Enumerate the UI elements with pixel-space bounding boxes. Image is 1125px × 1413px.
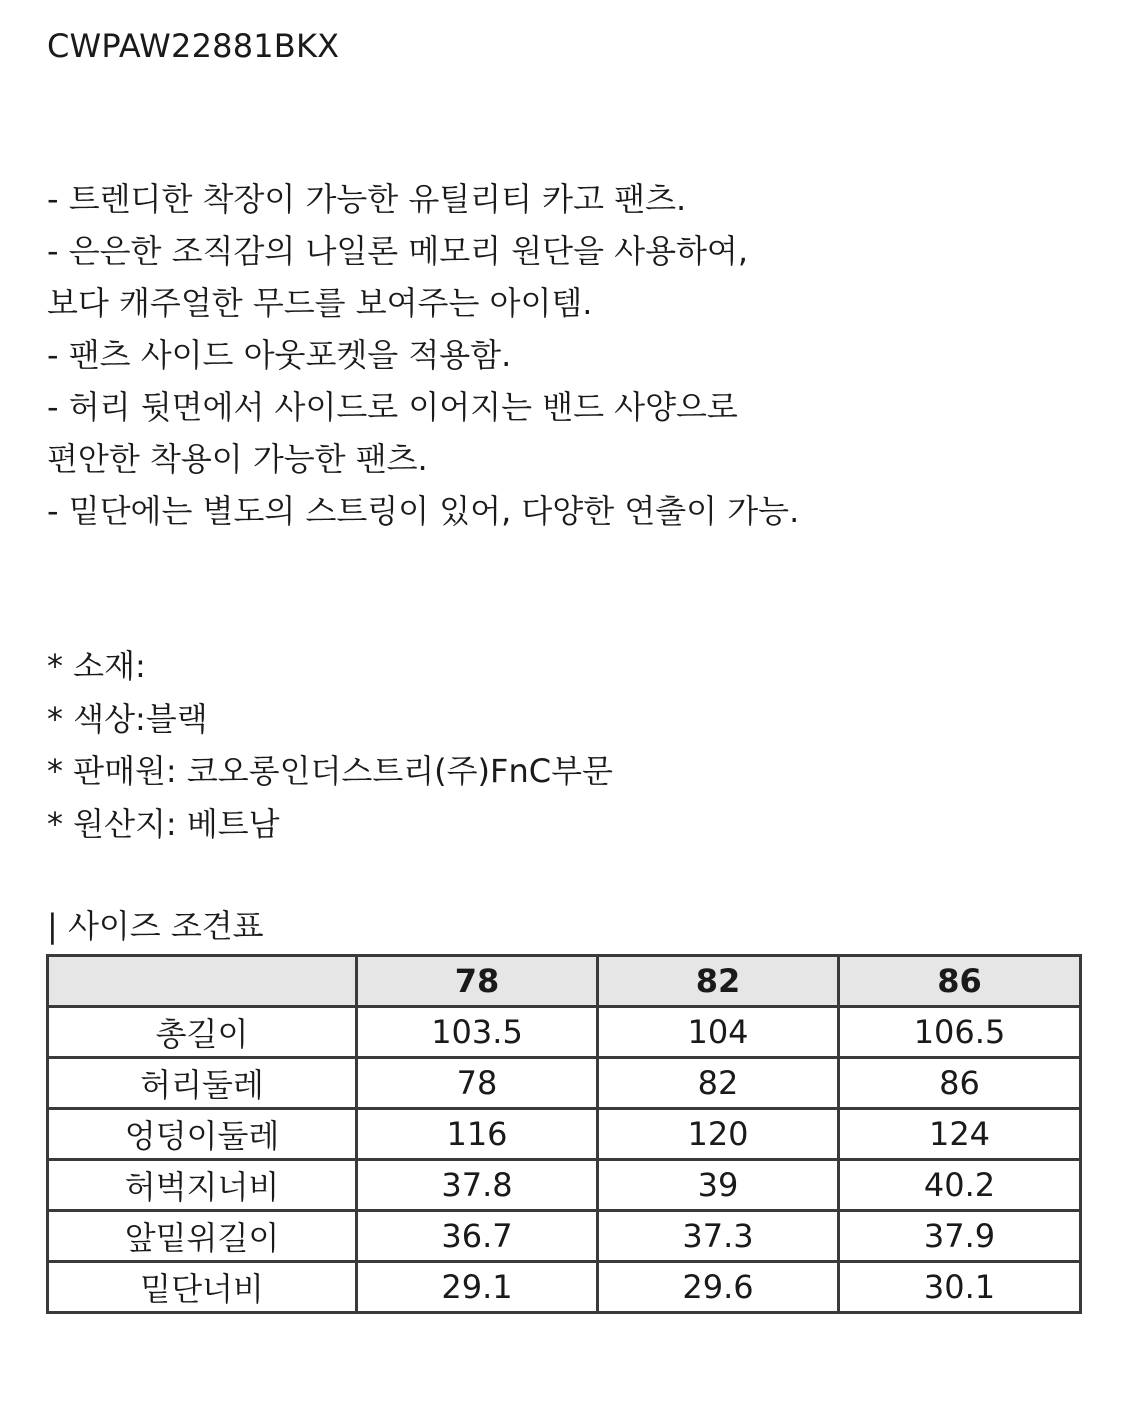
header-cell-size: 78 [357, 956, 598, 1007]
row-label: 앞밑위길이 [48, 1211, 357, 1262]
table-row [48, 1160, 1081, 1211]
description-line: - 은은한 조직감의 나일론 메모리 원단을 사용하여, [47, 232, 748, 270]
table-cell: 86 [839, 1058, 1081, 1109]
row-label: 엉덩이둘레 [48, 1109, 357, 1160]
size-table-title: | 사이즈 조견표 [47, 907, 264, 945]
size-header-row [48, 956, 1081, 1007]
header-cell-size: 86 [839, 956, 1081, 1007]
table-cell: 37.8 [357, 1160, 598, 1211]
size-table [46, 954, 1082, 1314]
table-row [48, 1058, 1081, 1109]
row-label: 허벅지너비 [48, 1160, 357, 1211]
table-cell: 78 [357, 1058, 598, 1109]
header-cell-size: 82 [598, 956, 839, 1007]
table-cell: 30.1 [839, 1262, 1081, 1313]
description-line: - 허리 뒷면에서 사이드로 이어지는 밴드 사양으로 [47, 388, 738, 426]
info-material: * 소재: [47, 647, 146, 685]
product-description [47, 173, 799, 537]
row-label: 총길이 [48, 1007, 357, 1058]
description-line: - 트렌디한 착장이 가능한 유틸리티 카고 팬츠. [47, 180, 687, 218]
product-info [47, 640, 613, 850]
info-origin: * 원산지: 베트남 [47, 804, 280, 843]
table-cell: 104 [598, 1007, 839, 1058]
description-line: 보다 캐주얼한 무드를 보여주는 아이템. [47, 284, 593, 322]
description-line: 편안한 착용이 가능한 팬츠. [47, 440, 428, 478]
table-cell: 37.3 [598, 1211, 839, 1262]
table-cell: 124 [839, 1109, 1081, 1160]
table-row [48, 1109, 1081, 1160]
table-cell: 120 [598, 1109, 839, 1160]
table-cell: 82 [598, 1058, 839, 1109]
row-label: 허리둘레 [48, 1058, 357, 1109]
table-row [48, 1007, 1081, 1058]
product-code: CWPAW22881BKX [47, 27, 340, 65]
table-row [48, 1262, 1081, 1313]
description-line: - 팬츠 사이드 아웃포켓을 적용함. [47, 336, 512, 374]
header-cell-blank [48, 956, 357, 1007]
table-cell: 29.6 [598, 1262, 839, 1313]
table-cell: 103.5 [357, 1007, 598, 1058]
table-cell: 36.7 [357, 1211, 598, 1262]
description-line: - 밑단에는 별도의 스트링이 있어, 다양한 연출이 가능. [47, 492, 800, 530]
table-cell: 116 [357, 1109, 598, 1160]
info-seller: * 판매원: 코오롱인더스트리(주)FnC부문 [47, 752, 613, 790]
table-row [48, 1211, 1081, 1262]
table-cell: 40.2 [839, 1160, 1081, 1211]
info-color: * 색상:블랙 [47, 699, 208, 738]
table-cell: 39 [598, 1160, 839, 1211]
table-cell: 29.1 [357, 1262, 598, 1313]
table-cell: 106.5 [839, 1007, 1081, 1058]
row-label: 밑단너비 [48, 1262, 357, 1313]
table-cell: 37.9 [839, 1211, 1081, 1262]
